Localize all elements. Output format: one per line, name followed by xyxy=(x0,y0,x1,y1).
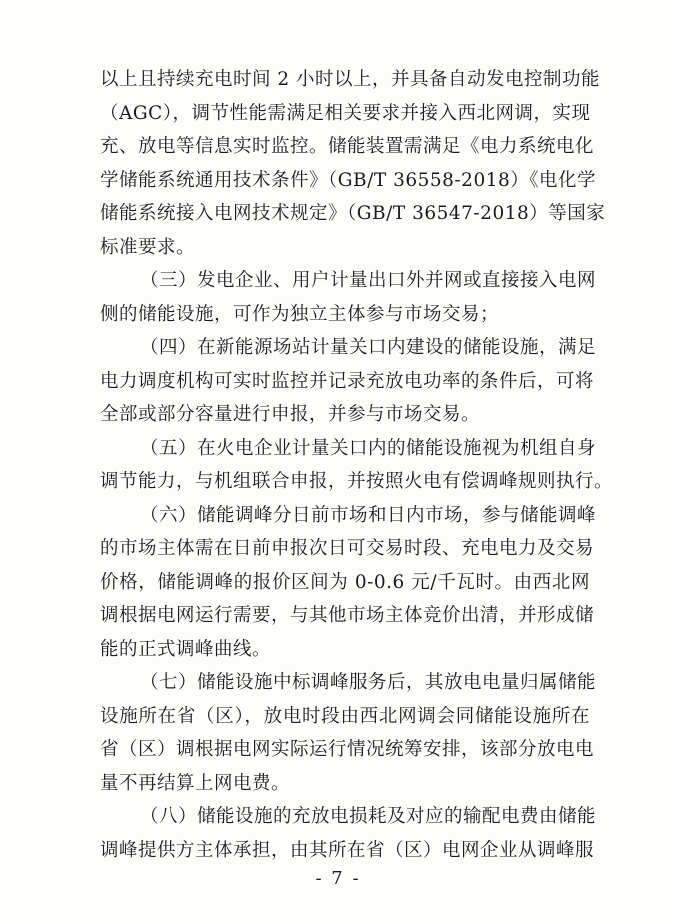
text-line: 全部或部分容量进行申报，并参与市场交易。 xyxy=(100,404,481,425)
text-line: 侧的储能设施，可作为独立主体参与市场交易； xyxy=(100,303,500,325)
text-line: 价格，储能调峰的报价区间为 0-0.6 元/千瓦时。由西北网 xyxy=(100,571,590,593)
text-line: 学储能系统通用技术条件》（GB/T 36558-2018）《电化学 xyxy=(100,169,597,191)
text-line: 的市场主体需在日前申报次日可交易时段、充电电力及交易 xyxy=(100,538,595,559)
text-line: 标准要求。 xyxy=(100,236,196,258)
text-line: 以上且持续充电时间 2 小时以上，并具备自动发电控制功能 xyxy=(100,69,601,90)
text-line: 充、放电等信息实时监控。储能装置需满足《电力系统电化 xyxy=(100,136,595,157)
text-line: 量不再结算上网电费。 xyxy=(100,772,291,794)
paragraph-seven-start: （七）储能设施中标调峰服务后，其放电电量归属储能 xyxy=(140,672,597,693)
body-text xyxy=(100,63,614,867)
page-number: - 7 - xyxy=(315,868,361,889)
paragraph-three-start: （三）发电企业、用户计量出口外并网或直接接入电网 xyxy=(140,270,597,291)
paragraph-four-start: （四）在新能源场站计量关口内建设的储能设施，满足 xyxy=(140,337,597,358)
text-line: 调峰提供方主体承担，由其所在省（区）电网企业从调峰服 xyxy=(100,839,595,861)
text-line: 能的正式调峰曲线。 xyxy=(100,638,272,660)
paragraph-five-start: （五）在火电企业计量关口内的储能设施视为机组自身 xyxy=(140,437,597,459)
paragraph-eight-start: （八）储能设施的充放电损耗及对应的输配电费由储能 xyxy=(140,806,597,827)
text-line: 省（区）调根据电网实际运行情况统筹安排，该部分放电电 xyxy=(100,739,595,760)
text-line: 电力调度机构可实时监控并记录充放电功率的条件后，可将 xyxy=(100,370,595,392)
text-line: 调节能力，与机组联合申报，并按照火电有偿调峰规则执行。 xyxy=(100,471,614,492)
text-line: （AGC），调节性能需满足相关要求并接入西北网调，实现 xyxy=(100,102,591,124)
paragraph-six-start: （六）储能调峰分日前市场和日内市场，参与储能调峰 xyxy=(140,504,597,526)
text-line: 储能系统接入电网技术规定》（GB/T 36547-2018）等国家 xyxy=(100,203,606,224)
text-line: 设施所在省（区），放电时段由西北网调会同储能设施所在 xyxy=(100,705,590,727)
text-line: 调根据电网运行需要，与其他市场主体竞价出清，并形成储 xyxy=(100,605,595,626)
